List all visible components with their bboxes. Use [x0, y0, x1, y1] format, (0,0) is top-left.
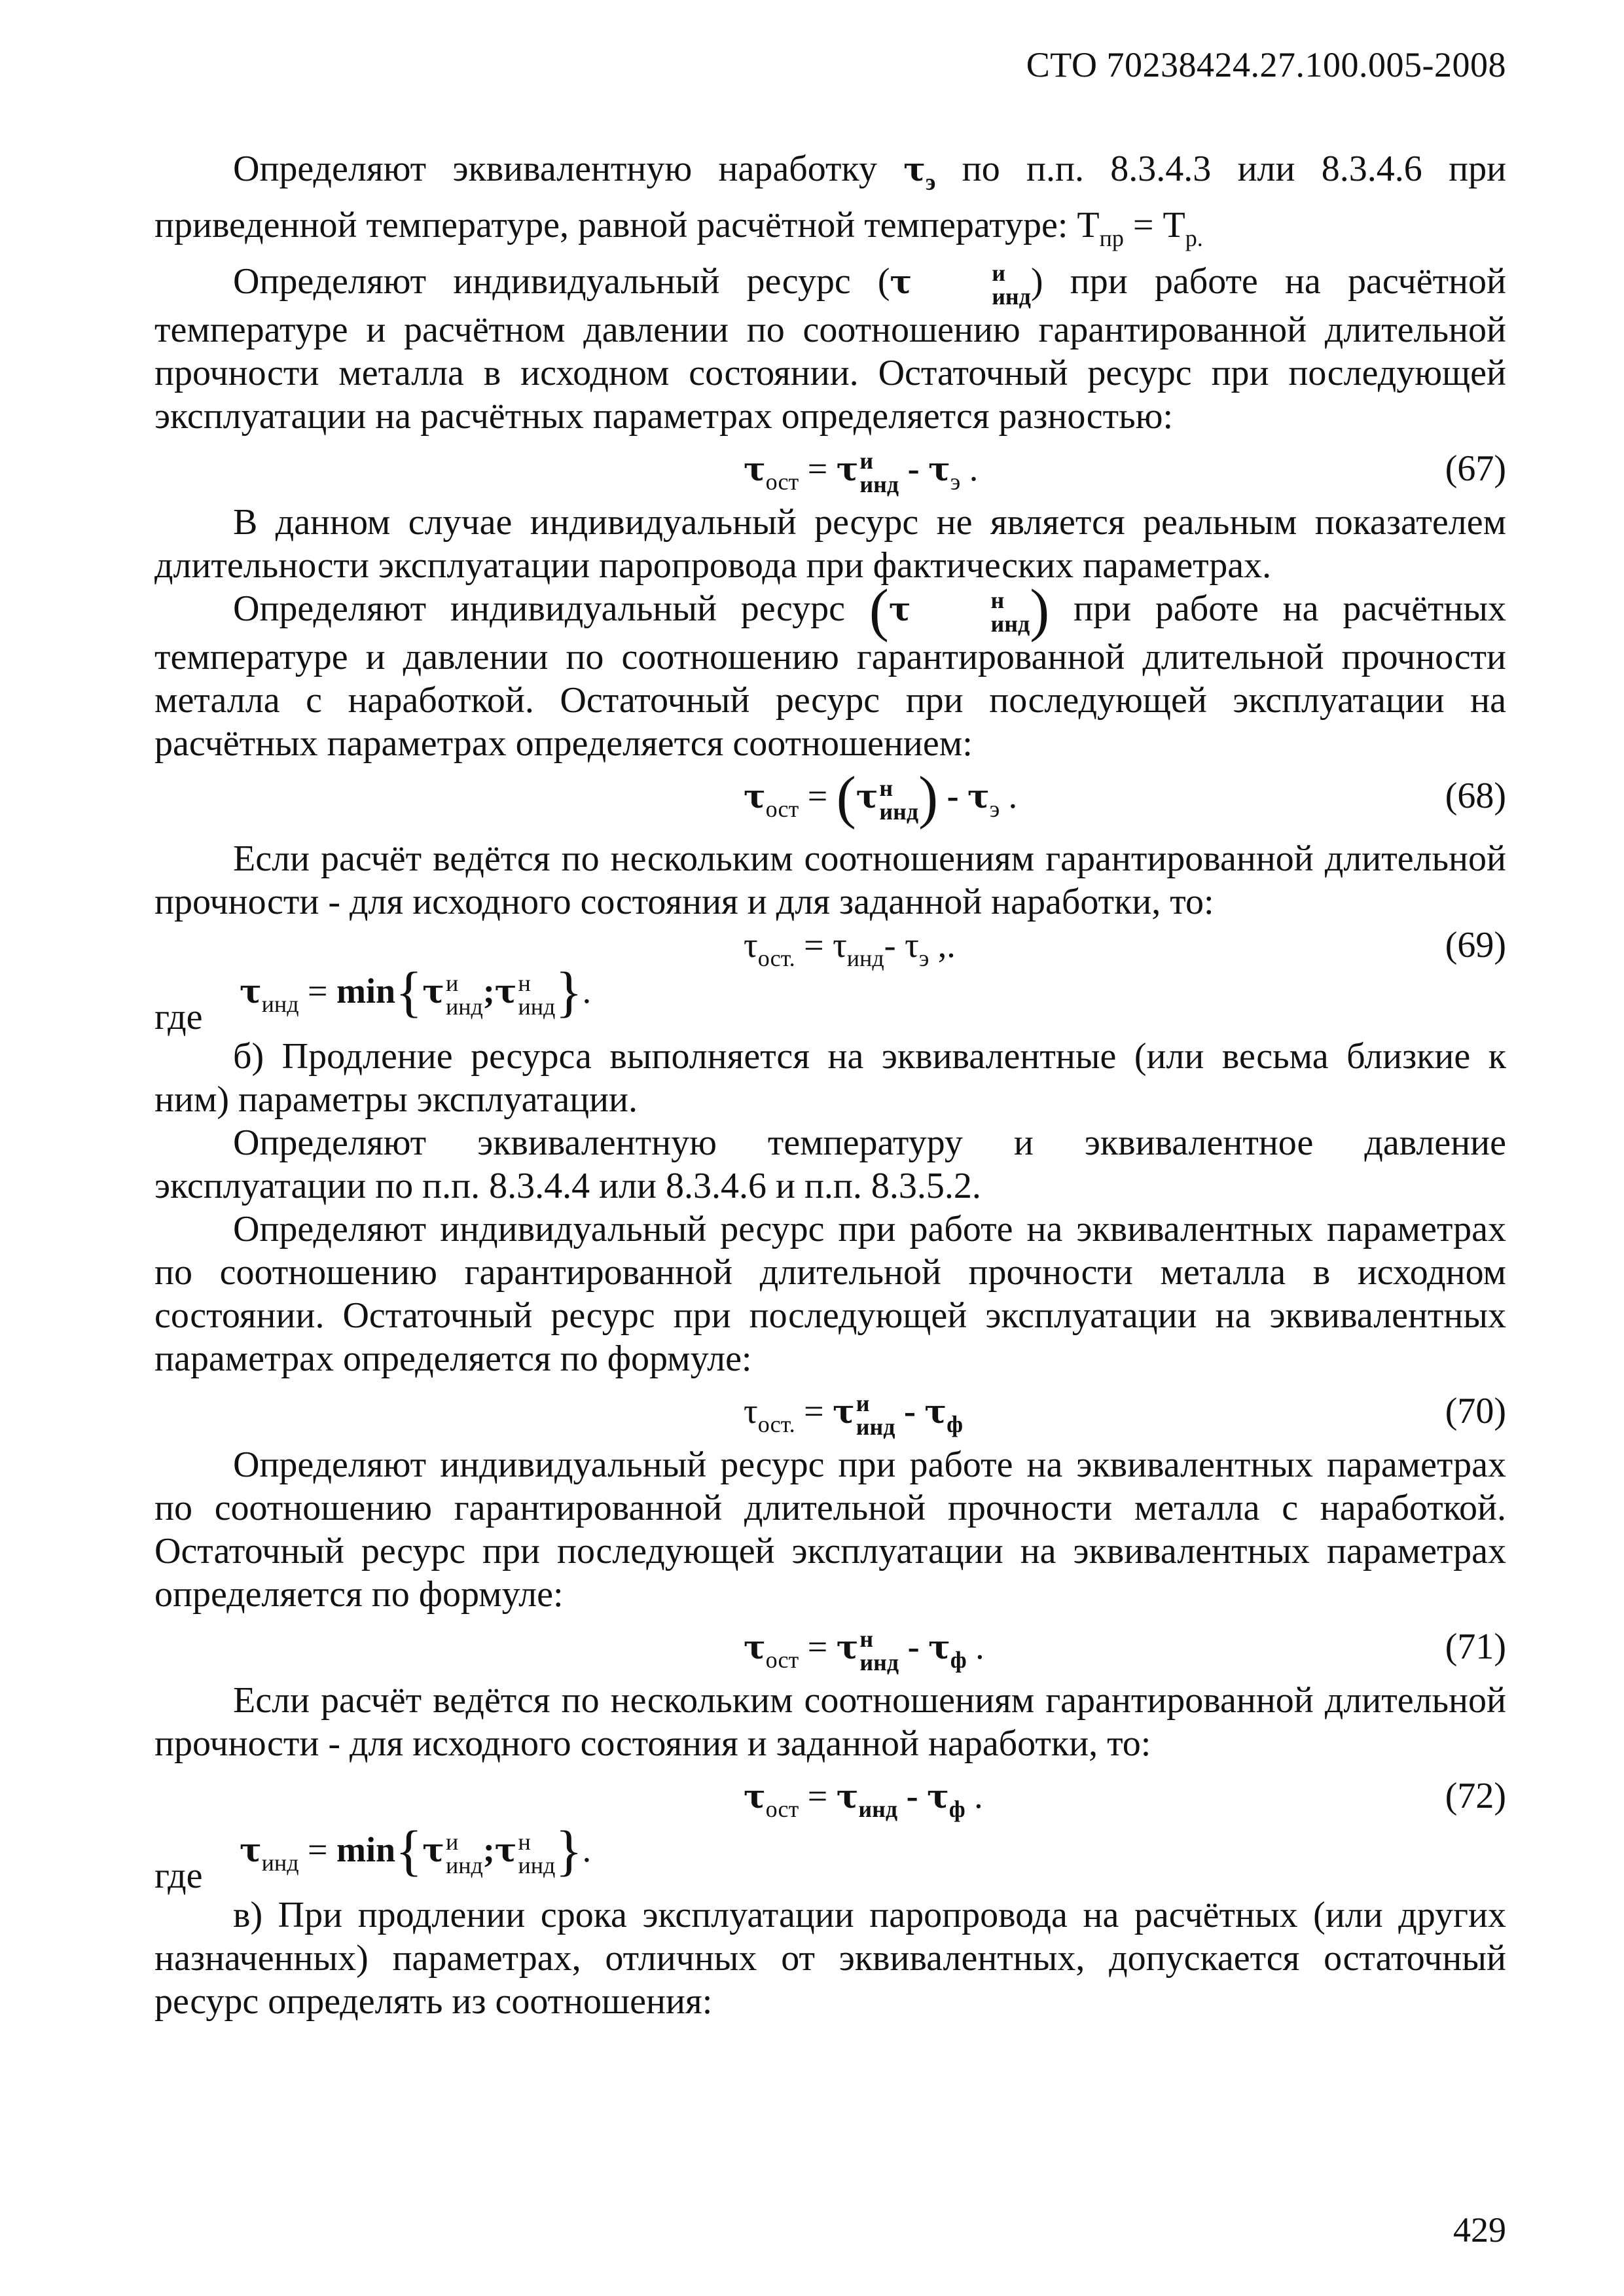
formula-69: $\tau_{ост.} = \tau_{инд}-$ $\tau_э$ ,. [744, 925, 956, 972]
formula-row [154, 1616, 1506, 1679]
formula-row [154, 1380, 1506, 1443]
where-row [154, 1819, 1506, 1897]
tau-ind-min-definition: $\tau_{инд} = \min\{\tau$ и инд ;τ н инд }. [240, 960, 592, 1024]
formula-72: $\tau_{ост} = \tau_{инд} - \tau_ф$ . [744, 1776, 983, 1823]
document-body [154, 147, 1506, 2023]
paragraph: в) При продлении срока эксплуатации паропровода на расчётных (или других назначенных) параметрах, отличных от эквивалентных, допускается остаточный ресурс определять из соотношения: [154, 1895, 1506, 2022]
paragraph: Определяют индивидуальный ресурс при работе на эквивалентных параметрах по соотношению гарантированной длительной прочности металла с наработкой. Остаточный ресурс при последующей эксплуатации на эквивалентных параметрах определяется по формуле: [154, 1444, 1506, 1615]
where-label: где [154, 1856, 203, 1897]
paragraph: б) Продление ресурса выполняется на эквивалентные (или весьма близкие к ним) параметры эксплуатации. [154, 1036, 1506, 1121]
formula-68: $\tau_{ост} = (\tau$ н инд ) - $\tau_э$ . [744, 765, 1018, 831]
equation-number: (67) [1445, 448, 1506, 490]
equation-number: (68) [1445, 776, 1506, 817]
paragraph: Определяют индивидуальный ресурс (τ н инд ) при работе на расчётных температуре и давлении по соотношению гарантированной длительной прочности металла с наработкой. Остаточный ресурс при последующей эксплуатации на расчётных параметрах определяется соотношением: [154, 578, 1507, 764]
paragraph: Если расчёт ведётся по нескольким соотношениям гарантированной длительной прочности - для исходного состояния и для заданной наработки, то: [154, 838, 1506, 923]
formula-71: $\tau_{ост} = \tau$ н инд - $\tau_ф$ . [744, 1625, 984, 1676]
paragraph: Если расчёт ведётся по нескольким соотношениям гарантированной длительной прочности - для исходного состояния и заданной наработки, то: [154, 1680, 1506, 1765]
formula-row [154, 438, 1506, 501]
where-label: где [154, 997, 203, 1038]
formula-row [154, 924, 1506, 972]
tau-e-symbol: $\tau_э$ [903, 150, 936, 195]
document-code-header: СТО 70238424.27.100.005-2008 [1026, 45, 1506, 84]
paragraph: Определяют эквивалентную наработку $\tau_э$ по п.п. 8.3.4.3 или 8.3.4.6 при приведенной температуре, равной расчётной температуре: $Т_{пр} = Т_{р.}$ [154, 149, 1507, 251]
paragraph: В данном случае индивидуальный ресурс не является реальным показателем длительности эксплуатации паропровода при фактических параметрах. [154, 502, 1506, 586]
page-number: 429 [1453, 2210, 1506, 2250]
tau-ind-i-symbol: τ и инд [890, 260, 1031, 310]
tau-ind-n-symbol: (τ н инд ) [869, 578, 1050, 643]
tau-ind-min-definition: $\tau_{инд} = \min\{\tau$ и инд ;τ н инд }. [240, 1819, 592, 1882]
equation-number: (72) [1445, 1776, 1506, 1817]
formula-70: $\tau_{ост.} = \tau$ и инд - $\tau_ф$ [744, 1390, 963, 1440]
formula-row [154, 765, 1506, 837]
paragraph: Определяют индивидуальный ресурс при работе на эквивалентных параметрах по соотношению гарантированной длительной прочности металла в исходном состоянии. Остаточный ресурс при последующей эксплуатации на эквивалентных параметрах определяется по формуле: [154, 1209, 1506, 1380]
paragraph: Определяют эквивалентную температуру и эквивалентное давление эксплуатации по п.п. 8.3.4.4 или 8.3.4.6 и п.п. 8.3.5.2. [154, 1122, 1506, 1207]
where-row [154, 960, 1506, 1038]
paragraph: Определяют индивидуальный ресурс (τ и инд ) при работе на расчётной температуре и расчётном давлении по соотношению гарантированной длительной прочности металла в исходном состоянии. Остаточный ресурс при последующей эксплуатации на расчётных параметрах определяется разностью: [154, 260, 1506, 437]
equation-number: (69) [1445, 925, 1506, 966]
equation-number: (71) [1445, 1626, 1506, 1668]
formula-67: $\tau_{ост} = \tau$ и инд - $\tau_э$ . [744, 447, 979, 497]
equation-number: (70) [1445, 1391, 1506, 1432]
formula-row [154, 1765, 1506, 1828]
